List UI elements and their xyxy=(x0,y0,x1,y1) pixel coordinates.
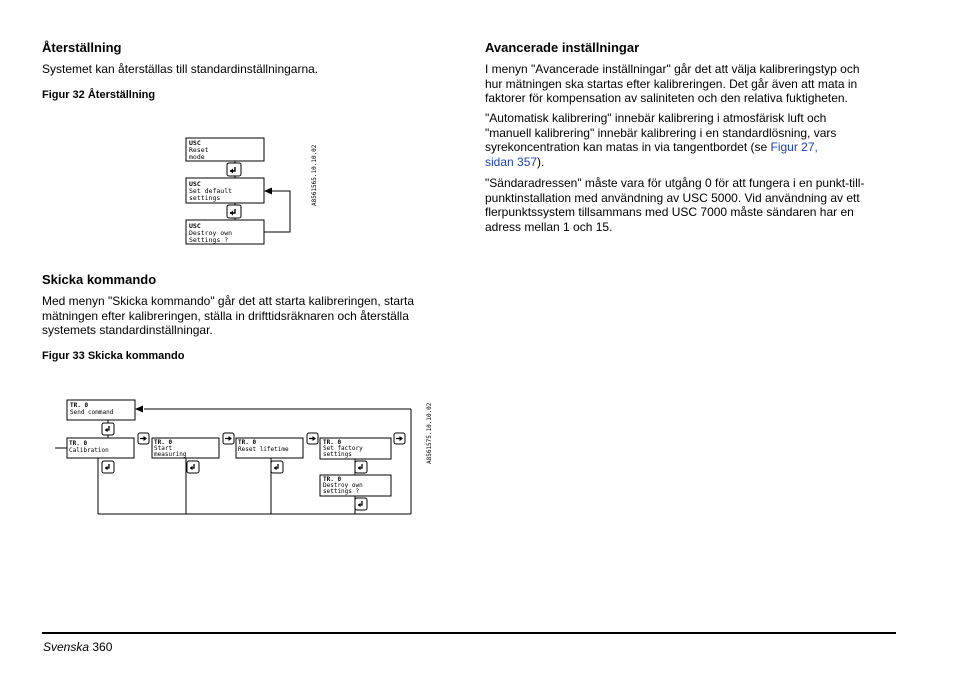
section-body-skicka-line1: Med menyn "Skicka kommando" går det att starta kalibreringen, starta xyxy=(42,294,415,308)
avancerade-p3-line1: "Sändaradressen" måste vara för utgång 0 för att fungera i en punkt-till- xyxy=(485,176,865,190)
fig33-b2-line3: measuring xyxy=(154,451,187,458)
fig32-box2-line3: settings xyxy=(189,194,221,202)
fig33-code: A8561575.10.10.02 xyxy=(426,402,433,464)
page-357-link[interactable]: sidan 357 xyxy=(485,154,538,169)
fig32-box1-line1: USC xyxy=(189,139,201,147)
avancerade-p1-line2: hur mätningen ska startas efter kalibreringen. Det går även att mata in xyxy=(485,76,858,91)
fig33-b3-line2: Reset lifetime xyxy=(238,446,289,453)
avancerade-p2-line3 xyxy=(485,140,818,155)
fig32-code: A8561565.10.10.02 xyxy=(311,144,318,206)
section-title-avancerade: Avancerade inställningar xyxy=(485,40,640,55)
section-title-skicka-kommando: Skicka kommando xyxy=(42,272,157,287)
figure-27-link[interactable]: Figur 27, xyxy=(770,140,818,155)
section-body-skicka-line3: systemets standardinställningar. xyxy=(42,323,213,338)
fig32-box1-line3: mode xyxy=(189,153,205,161)
figure-33-caption: Figur 33 Skicka kommando xyxy=(42,350,185,362)
footer-divider xyxy=(42,632,896,634)
section-title-aterstallning: Återställning xyxy=(42,40,122,55)
fig33-b4-line1: TR. 0 xyxy=(323,439,342,446)
right-arrow-key-icon xyxy=(394,433,405,444)
right-arrow-key-icon xyxy=(223,433,234,444)
avancerade-p2-end: ). xyxy=(537,154,545,169)
fig33-b4-line2: Set factory xyxy=(323,445,363,452)
fig32-box1-line2: Reset xyxy=(189,146,209,154)
fig33-b5-line2: Destroy own xyxy=(323,482,363,489)
enter-key-icon xyxy=(102,423,114,435)
figure-32-diagram xyxy=(180,130,330,250)
fig32-box3-line2: Destroy own xyxy=(189,229,233,237)
right-arrow-key-icon xyxy=(138,433,149,444)
avancerade-p2-line2: "manuell kalibrering" innebär kalibrering i en standardlösning, vars xyxy=(485,125,837,140)
fig33-b5-line3: settings ? xyxy=(323,488,360,495)
section-body-skicka-line2: mätningen efter kalibreringen, ställa in drifttidsräknaren och återställa xyxy=(42,308,409,323)
avancerade-p2-line4 xyxy=(485,155,544,170)
fig32-box3-line3: Settings ? xyxy=(189,236,229,244)
fig33-b1-line2: Calibration xyxy=(69,447,109,454)
right-arrow-key-icon xyxy=(307,433,318,444)
avancerade-p1-line1: I menyn "Avancerade inställningar" går det att välja kalibreringstyp och xyxy=(485,62,860,76)
footer-language: Svenska xyxy=(43,640,90,654)
fig33-top-line2: Send command xyxy=(70,409,114,416)
fig32-box2-line2: Set default xyxy=(189,187,233,195)
avancerade-p2-line3-text: syrekoncentration kan matas in via tangentbordet (se xyxy=(485,140,771,155)
enter-key-icon xyxy=(187,461,199,473)
figure-32-caption: Figur 32 Återställning xyxy=(42,89,156,101)
enter-key-icon xyxy=(227,205,241,218)
fig33-b4-line3: settings xyxy=(323,451,352,458)
avancerade-p3-line2: punktinstallation med användning av USC 5000. Vid användning av ett xyxy=(485,190,860,205)
fig33-b3-line1: TR. 0 xyxy=(238,439,257,446)
figure-33-diagram xyxy=(55,396,445,520)
enter-key-icon xyxy=(355,461,367,473)
avancerade-p3-line3: flerpunktssystem tillsammans med USC 7000 måste sändaren har en xyxy=(485,205,854,220)
section-body-aterstallning: Systemet kan återställas till standardinställningarna. xyxy=(42,62,319,76)
fig32-box3-line1: USC xyxy=(189,222,201,230)
fig32-box2-line1: USC xyxy=(189,180,201,188)
avancerade-p1-line3: faktorer för kompensation av saliniteten och den relativa fuktigheten. xyxy=(485,91,848,106)
avancerade-p3-line4: adress mellan 1 och 15. xyxy=(485,219,613,234)
fig33-b2-line1: TR. 0 xyxy=(154,439,173,446)
enter-key-icon xyxy=(227,163,241,176)
enter-key-icon xyxy=(102,461,114,473)
page-footer xyxy=(43,640,112,654)
fig33-b1-line1: TR. 0 xyxy=(69,440,88,447)
fig33-top-line1: TR. 0 xyxy=(70,402,89,409)
fig33-b5-line1: TR. 0 xyxy=(323,476,342,483)
avancerade-p2-line1: "Automatisk kalibrering" innebär kalibrering i atmosfärisk luft och xyxy=(485,111,827,125)
enter-key-icon xyxy=(355,498,367,510)
fig33-b2-line2: Start xyxy=(154,445,173,452)
enter-key-icon xyxy=(271,461,283,473)
page-number: 360 xyxy=(92,640,113,654)
